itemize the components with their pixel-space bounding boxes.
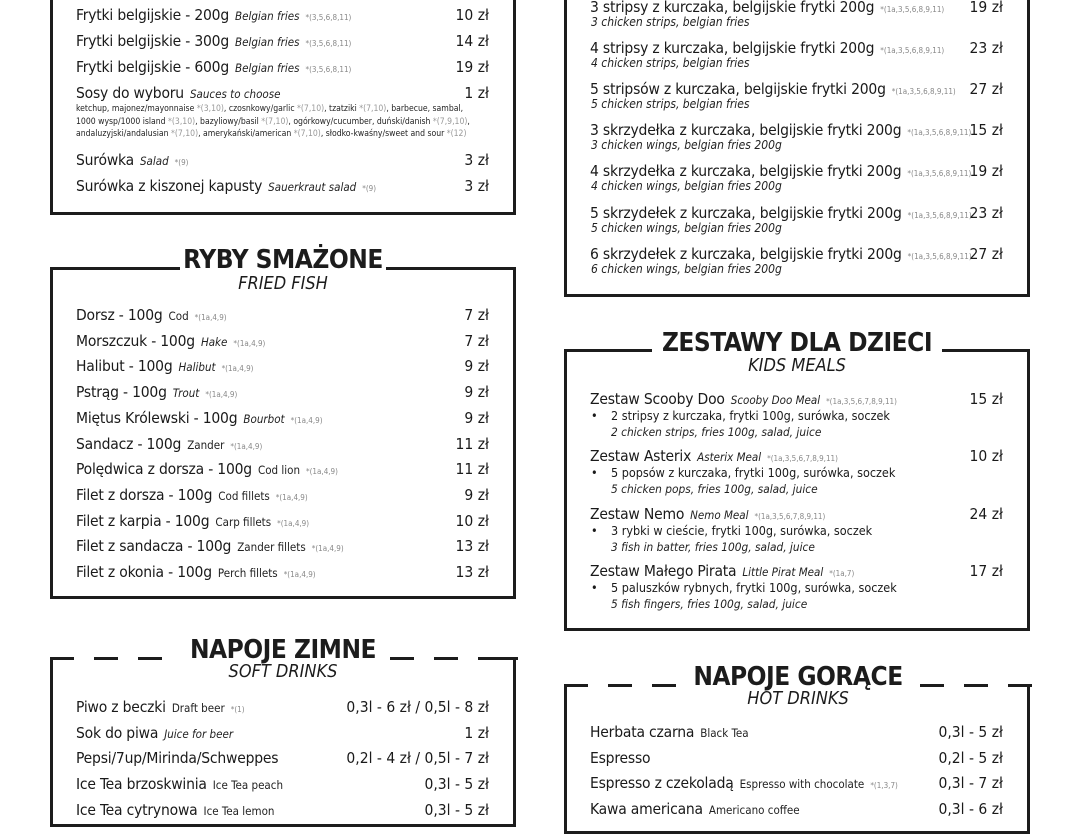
sauce-allergens: *(7,10) (293, 129, 321, 139)
item-price: 15 zł (969, 121, 1003, 140)
kids-meal-contents (591, 522, 873, 538)
item-price: 13 zł (455, 563, 489, 581)
item-name: Filet z sandacza - 100g (76, 537, 232, 556)
item-price: 3 zł (464, 177, 489, 195)
sauce-names: 1000 wysp/1000 island (76, 116, 169, 127)
sauce-allergens: *(7,10) (170, 129, 199, 139)
item-name: 4 stripsy z kurczaka, belgijskie frytki 200g (590, 39, 875, 58)
item-allergens: *(1a,3,5,6,8,9,11) (907, 169, 972, 179)
item-name: Zestaw Scooby Doo (590, 390, 725, 408)
item-name: 6 skrzydełek z kurczaka, belgijskie frytki 200g (590, 244, 902, 263)
item-price: 24 zł (969, 504, 1003, 523)
sauce-allergens: *(12) (446, 129, 467, 139)
fish-item (76, 305, 227, 328)
item-allergens: *(9) (362, 184, 377, 193)
item-english-name: Cod lion (257, 463, 301, 478)
item-name: 3 skrzydełka z kurczaka, belgijskie frytki 200g (590, 121, 902, 140)
item-english-name: Asterix Meal (697, 450, 762, 465)
item-price: 14 zł (455, 32, 489, 50)
cold-subtitle: SOFT DRINKS (228, 661, 338, 682)
kids-meal-contents-english: 3 fish in batter, fries 100g, salad, juice (611, 539, 815, 554)
bullet-dot: • (591, 465, 598, 481)
item-name: Filet z okonia - 100g (76, 563, 212, 581)
item-price: 3 zł (464, 151, 489, 169)
item-allergens: *(1a,4,9) (311, 544, 344, 554)
item-price: 23 zł (969, 39, 1003, 58)
item-english-name: Salad (139, 154, 169, 168)
item-english-name: 6 chicken wings, belgian fries 200g (591, 261, 782, 276)
cold-drink-item (76, 723, 233, 744)
fish-item (76, 459, 338, 482)
item-price: 10 zł (455, 6, 489, 24)
sauce-names: , barbecue, sambal, (386, 104, 464, 114)
item-name: Zestaw Asterix (590, 447, 692, 466)
sauce-allergens: *(7,10) (297, 104, 325, 114)
bullet-dot: • (591, 522, 598, 538)
item-name: Espresso z czekoladą (590, 774, 734, 793)
side-item (76, 150, 188, 173)
fish-item (76, 331, 265, 354)
item-allergens: *(1a,3,5,6,8,9,11) (907, 251, 972, 261)
item-english-name: Americano coffee (708, 803, 800, 818)
item-allergens: *(1a,3,5,6,7,8,9,11) (767, 454, 838, 464)
item-name: 4 skrzydełka z kurczaka, belgijskie frytki 200g (590, 162, 902, 181)
sauce-names: , czosnkowy/garlic (223, 104, 298, 114)
fish-item (76, 485, 308, 508)
item-allergens: *(9) (174, 158, 189, 167)
item-english-name: 5 chicken wings, belgian fries 200g (591, 220, 782, 235)
item-name: Frytki belgijskie - 600g (76, 58, 229, 76)
sauce-names: , (467, 116, 470, 127)
item-price: 0,3l - 7 zł (938, 774, 1003, 793)
item-name: Morszczuk - 100g (76, 331, 195, 350)
item-name: Halibut - 100g (76, 357, 173, 376)
bullet-dot: • (591, 408, 598, 423)
hot-title: NAPOJE GORĄCE (693, 662, 903, 692)
cold-drink-item (76, 697, 245, 720)
item-price: 11 zł (455, 434, 489, 453)
item-name: Sok do piwa (76, 723, 159, 742)
hot-subtitle: HOT DRINKS (747, 688, 849, 709)
item-price: 27 zł (969, 80, 1003, 99)
cold-drink-item (76, 774, 283, 795)
item-name: 5 stripsów z kurczaka, belgijskie frytki 200g (590, 80, 886, 99)
item-english-name: Espresso with chocolate (739, 777, 865, 792)
kids-meal-contents-english: 2 chicken strips, fries 100g, salad, juice (611, 425, 822, 439)
item-allergens: *(1a,4,9) (221, 364, 254, 374)
item-price: 0,2l - 5 zł (938, 748, 1003, 767)
fish-item (76, 382, 237, 405)
item-price: 0,3l - 6 zł (938, 800, 1003, 819)
item-allergens: *(1a,3,5,6,8,9,11) (880, 46, 945, 56)
item-name: Pstrąg - 100g (76, 383, 167, 402)
item-name: Filet z dorsza - 100g (76, 485, 213, 504)
kids-title: ZESTAWY DLA DZIECI (652, 329, 942, 357)
item-english-name: Juice for beer (164, 726, 234, 741)
item-english-name: Nemo Meal (690, 507, 749, 522)
item-english-name: Scooby Doo Meal (730, 393, 821, 407)
item-english-name: Carp fillets (215, 514, 272, 529)
item-name: Polędwica z dorsza - 100g (76, 460, 252, 479)
item-name: Ice Tea cytrynowa (76, 800, 198, 819)
item-english-name: Belgian fries (235, 35, 300, 49)
sauce-allergens: *(7,10) (261, 116, 289, 127)
item-name: 3 stripsy z kurczaka, belgijskie frytki 200g (590, 0, 875, 16)
kids-meal-contents (591, 580, 897, 596)
item-price: 0,3l - 5 zł (424, 775, 489, 794)
item-name: Sosy do wyboru (76, 84, 184, 102)
item-price: 1 zł (464, 84, 489, 102)
item-english-name: 3 chicken strips, belgian fries (591, 15, 750, 29)
sauce-list-line (76, 129, 467, 140)
item-english-name: Halibut (178, 360, 216, 375)
item-name: Frytki belgijskie - 300g (76, 32, 229, 50)
item-english-name: 3 chicken wings, belgian fries 200g (591, 138, 782, 153)
sauce-allergens: *(3,10) (168, 116, 196, 127)
sauce-list-line (76, 104, 463, 115)
kids-meal-contents-text: 5 paluszków rybnych, frytki 100g, surówka, soczek (611, 580, 897, 596)
item-allergens: *(3,5,6,8,11) (305, 39, 352, 48)
kids-meal-contents-english: 5 fish fingers, fries 100g, salad, juice (611, 597, 808, 612)
item-price: 19 zł (969, 0, 1003, 16)
item-price: 11 zł (455, 460, 489, 479)
item-english-name: Ice Tea peach (212, 778, 284, 793)
item-english-name: Draft beer (171, 701, 225, 715)
item-english-name: Black Tea (700, 726, 749, 740)
sauce-allergens: *(7,10) (359, 104, 387, 114)
kids-meal-contents-text: 5 popsów z kurczaka, frytki 100g, surówka, soczek (611, 465, 896, 481)
sauce-allergens: *(7,9,10) (432, 116, 468, 127)
sauce-names: andaluzyjski/andalusian (76, 129, 171, 139)
item-price: 7 zł (464, 306, 489, 324)
item-english-name: Ice Tea lemon (203, 803, 275, 818)
item-price: 13 zł (455, 537, 489, 556)
hot-drink-item (590, 773, 898, 796)
fish-item (76, 408, 323, 431)
item-allergens: *(1) (230, 705, 245, 714)
sauce-names: ketchup, majonez/mayonnaise (76, 104, 197, 114)
item-name: Ice Tea brzoskwinia (76, 775, 207, 794)
kids-meal-contents (591, 465, 896, 481)
item-price: 10 zł (969, 447, 1003, 466)
item-name: Miętus Królewski - 100g (76, 408, 238, 427)
item-allergens: *(1,3,7) (870, 781, 898, 791)
item-allergens: *(1a,3,5,6,7,8,9,11) (826, 397, 897, 406)
item-price: 17 zł (969, 562, 1003, 581)
kids-meal-contents-english: 5 chicken pops, fries 100g, salad, juice (611, 482, 818, 497)
sauce-names: , ogórkowy/cucumber, duński/danish (288, 116, 433, 127)
sauce-allergens: *(3,10) (196, 104, 224, 114)
sauce-names: , amerykański/american (198, 129, 294, 139)
item-allergens: *(1a,4,9) (194, 313, 227, 322)
sauce-names: , tzatziki (324, 104, 360, 114)
item-price: 9 zł (464, 357, 489, 376)
kids-meal-contents-text: 2 stripsy z kurczaka, frytki 100g, surówka, soczek (611, 408, 890, 423)
item-name: Filet z karpia - 100g (76, 511, 210, 530)
item-english-name: Perch fillets (217, 566, 278, 580)
fish-item (76, 356, 254, 379)
item-allergens: *(1a,3,5,6,8,9,11) (880, 5, 945, 14)
item-english-name: Belgian fries (235, 9, 300, 23)
item-price: 27 zł (969, 244, 1003, 263)
item-name: Sandacz - 100g (76, 434, 182, 453)
bullet-dot: • (591, 580, 598, 596)
item-price: 15 zł (969, 390, 1003, 408)
side-item (76, 176, 376, 199)
kids-meal-contents-text: 3 rybki w cieście, frytki 100g, surówka, soczek (611, 522, 873, 538)
item-name: Frytki belgijskie - 200g (76, 6, 229, 24)
item-price: 0,3l - 6 zł / 0,5l - 8 zł (346, 698, 489, 716)
item-price: 7 zł (464, 331, 489, 350)
item-allergens: *(1a,4,9) (275, 492, 308, 502)
item-price: 1 zł (464, 723, 489, 742)
item-name: 5 skrzydełek z kurczaka, belgijskie frytki 200g (590, 203, 902, 222)
item-allergens: *(1a,3,5,6,8,9,11) (907, 210, 972, 220)
kids-meal-contents (591, 408, 890, 423)
side-item (76, 31, 351, 54)
item-name: Dorsz - 100g (76, 306, 163, 324)
item-english-name: Hake (200, 334, 228, 349)
item-english-name: Sauces to choose (189, 87, 281, 101)
item-english-name: Cod fillets (218, 488, 270, 503)
hot-drink-item (590, 722, 749, 743)
item-allergens: *(1a,3,5,6,8,9,11) (891, 87, 956, 97)
item-english-name: Sauerkraut salad (268, 180, 357, 194)
item-english-name: Zander (187, 437, 225, 452)
item-english-name: 4 chicken strips, belgian fries (591, 56, 750, 71)
item-name: Pepsi/7up/Mirinda/Schweppes (76, 749, 279, 768)
item-english-name: 4 chicken wings, belgian fries 200g (591, 179, 782, 194)
hot-drink-item (590, 748, 650, 768)
item-allergens: *(1a,3,5,6,7,8,9,11) (754, 511, 826, 521)
cold-title: NAPOJE ZIMNE (189, 635, 377, 665)
item-name: Zestaw Nemo (590, 504, 685, 523)
item-allergens: *(1a,4,9) (277, 518, 310, 528)
item-allergens: *(3,5,6,8,11) (305, 13, 352, 22)
side-item (76, 83, 280, 104)
item-english-name: 5 chicken strips, belgian fries (591, 97, 750, 112)
item-price: 9 zł (464, 408, 489, 427)
fish-item (76, 434, 262, 457)
item-allergens: *(3,5,6,8,11) (305, 65, 352, 74)
item-name: Surówka z kiszonej kapusty (76, 177, 263, 195)
fish-item (76, 536, 344, 559)
item-name: Piwo z beczki (76, 698, 166, 716)
sauce-names: , słodko-kwaśny/sweet and sour (320, 129, 447, 139)
side-item (76, 5, 351, 28)
item-price: 23 zł (969, 203, 1003, 222)
hot-drink-item (590, 799, 800, 820)
item-price: 19 zł (969, 162, 1003, 181)
item-english-name: Zander fillets (237, 540, 306, 555)
item-allergens: *(1a,3,5,6,8,9,11) (907, 128, 972, 138)
cold-drink-item (76, 748, 278, 768)
item-allergens: *(1a,4,9) (230, 441, 263, 451)
kids-subtitle: KIDS MEALS (748, 355, 846, 376)
item-english-name: Bourbot (243, 411, 285, 426)
sauce-names: , bazyliowy/basil (195, 116, 262, 127)
item-name: Zestaw Małego Pirata (590, 562, 737, 581)
fish-item (76, 562, 316, 585)
item-allergens: *(1a,7) (829, 569, 855, 579)
fish-subtitle: FRIED FISH (238, 273, 328, 294)
fish-item (76, 511, 309, 534)
item-name: Kawa americana (590, 800, 703, 819)
item-allergens: *(1a,4,9) (290, 415, 323, 425)
cold-drink-item (76, 800, 274, 821)
item-price: 10 zł (455, 511, 489, 530)
fish-title: RYBY SMAŻONE (180, 246, 386, 274)
item-price: 0,2l - 4 zł / 0,5l - 7 zł (346, 749, 489, 768)
item-price: 0,3l - 5 zł (938, 723, 1003, 741)
item-allergens: *(1a,4,9) (283, 570, 316, 579)
item-price: 9 zł (464, 485, 489, 504)
item-allergens: *(1a,4,9) (205, 390, 238, 400)
item-name: Espresso (590, 748, 651, 767)
sauce-list-line (76, 117, 470, 128)
side-item (76, 57, 351, 80)
item-name: Surówka (76, 151, 134, 169)
item-english-name: Cod (168, 309, 189, 323)
item-allergens: *(1a,4,9) (233, 338, 266, 348)
item-allergens: *(1a,4,9) (306, 467, 338, 477)
item-english-name: Belgian fries (235, 61, 300, 75)
item-english-name: Trout (172, 386, 200, 401)
item-price: 19 zł (455, 58, 489, 76)
item-name: Herbata czarna (590, 723, 695, 741)
item-english-name: Little Pirat Meal (742, 565, 824, 580)
item-price: 9 zł (464, 383, 489, 402)
item-price: 0,3l - 5 zł (424, 800, 489, 819)
